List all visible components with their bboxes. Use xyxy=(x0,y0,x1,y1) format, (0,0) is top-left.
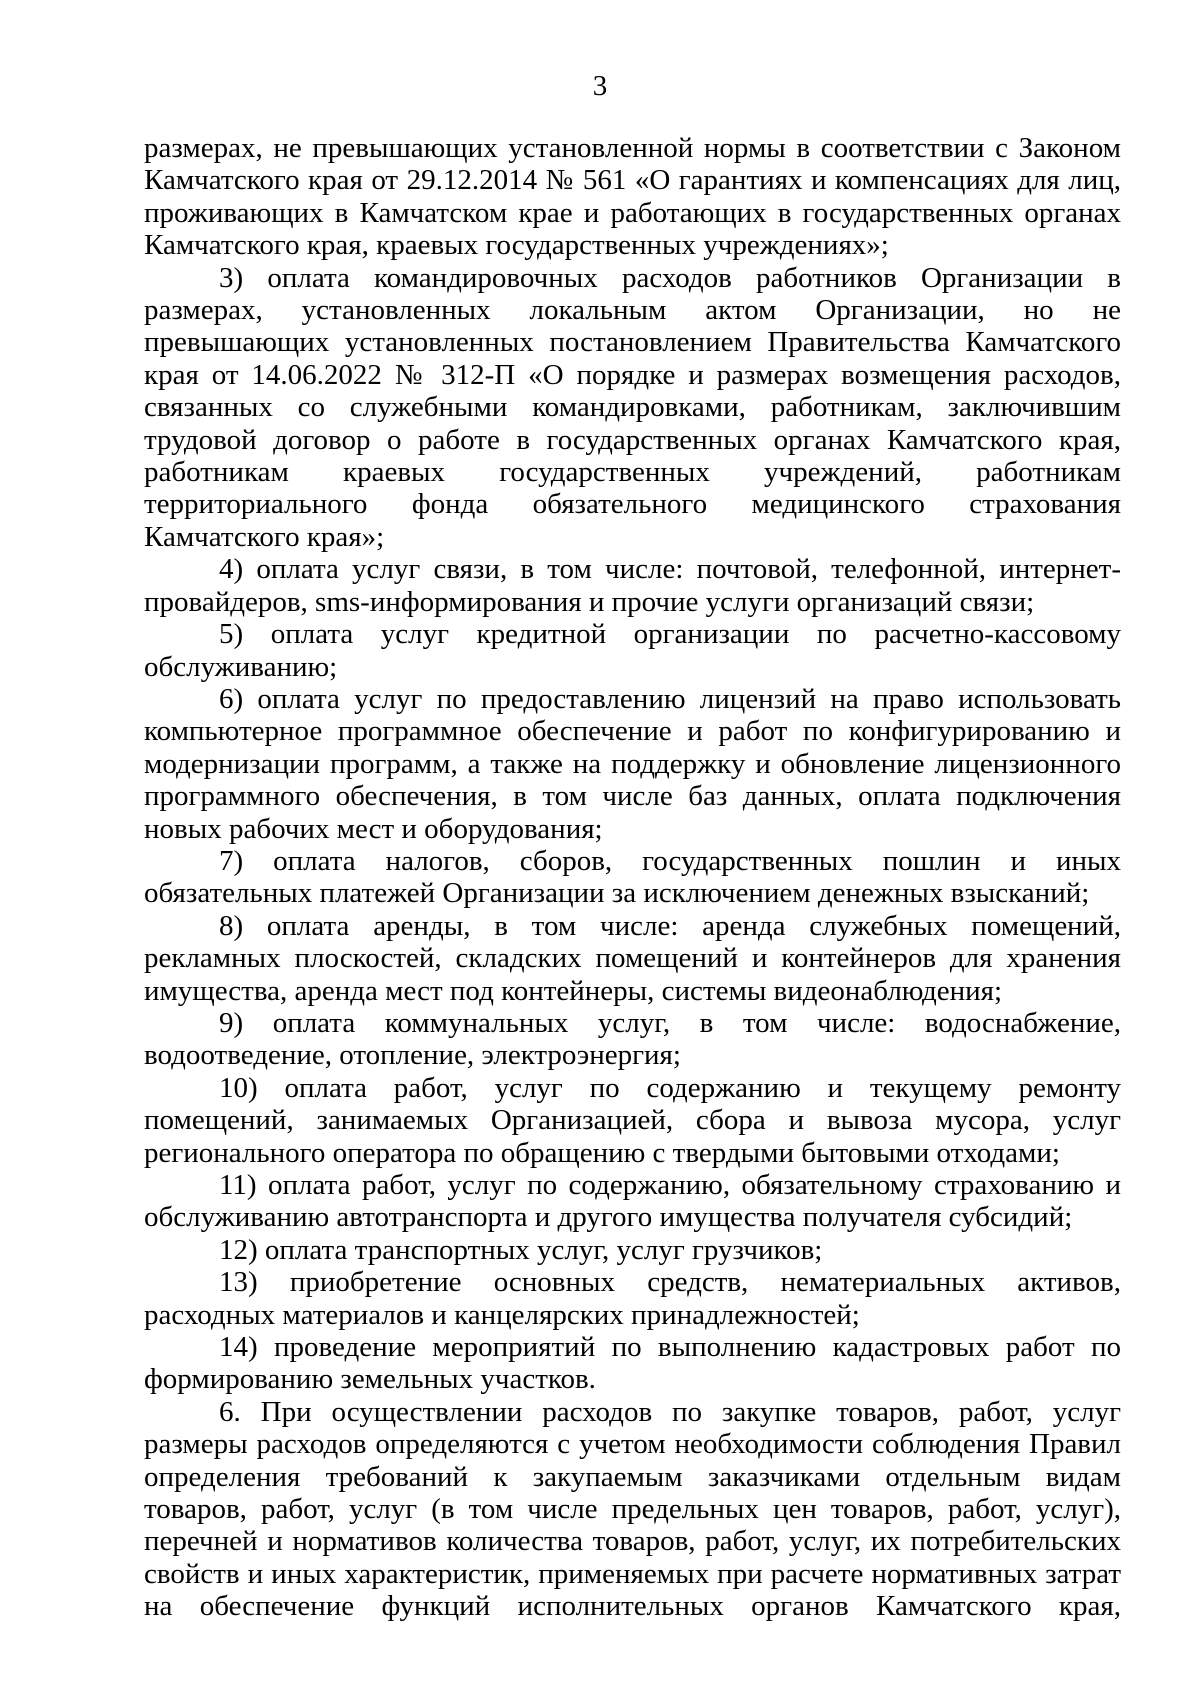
paragraph: 13) приобретение основных средств, нематериальных активов, расходных материалов и канцелярских принадлежностей; xyxy=(144,1266,1121,1331)
paragraph: 5) оплата услуг кредитной организации по расчетно-кассовому обслуживанию; xyxy=(144,618,1121,683)
paragraph: 3) оплата командировочных расходов работников Организации в размерах, установленных локальным актом Организации, но не превышающих установленных постановлением Правительства Камчатского края от 14.06.2022 № 312-П «О порядке и размерах возмещения расходов, связанных со служебными командировками, работникам, заключившим трудовой договор о работе в государственных органах Камчатского края, работникам краевых государственных учреждений, работникам территориального фонда обязательного медицинского страхования Камчатского края»; xyxy=(144,261,1121,553)
paragraph: 4) оплата услуг связи, в том числе: почтовой, телефонной, интернет-провайдеров, sms-информирования и прочие услуги организаций связи; xyxy=(144,553,1121,618)
paragraph: 6. При осуществлении расходов по закупке товаров, работ, услуг размеры расходов определяются с учетом необходимости соблюдения Правил определения требований к закупаемым заказчиками отдельным видам товаров, работ, услуг (в том числе предельных цен товаров, работ, услуг), перечней и нормативов количества товаров, работ, услуг, их потребительских свойств и иных характеристик, применяемых при расчете нормативных затрат на обеспечение функций исполнительных органов Камчатского края, xyxy=(144,1395,1121,1623)
page-number: 3 xyxy=(592,70,608,102)
document-body xyxy=(144,132,1121,1623)
paragraph: 9) оплата коммунальных услуг, в том числе: водоснабжение, водоотведение, отопление, электроэнергия; xyxy=(144,1006,1121,1072)
paragraph: 14) проведение мероприятий по выполнению кадастровых работ по формированию земельных участков. xyxy=(144,1331,1121,1396)
paragraph: размерах, не превышающих установленной нормы в соответствии с Законом Камчатского края от 29.12.2014 № 561 «О гарантиях и компенсациях для лиц, проживающих в Камчатском крае и работающих в государственных органах Камчатского края, краевых государственных учреждениях»; xyxy=(144,132,1121,262)
paragraph: 12) оплата транспортных услуг, услуг грузчиков; xyxy=(219,1233,823,1266)
paragraph: 7) оплата налогов, сборов, государственных пошлин и иных обязательных платежей Организации за исключением денежных взысканий; xyxy=(144,844,1121,910)
paragraph: 11) оплата работ, услуг по содержанию, обязательному страхованию и обслуживанию автотранспорта и другого имущества получателя субсидий; xyxy=(144,1169,1121,1234)
paragraph: 8) оплата аренды, в том числе: аренда служебных помещений, рекламных плоскостей, складских помещений и контейнеров для хранения имущества, аренда мест под контейнеры, системы видеонаблюдения; xyxy=(144,909,1121,1007)
paragraph: 10) оплата работ, услуг по содержанию и текущему ремонту помещений, занимаемых Организацией, сбора и вывоза мусора, услуг регионального оператора по обращению с твердыми бытовыми отходами; xyxy=(144,1071,1121,1169)
paragraph: 6) оплата услуг по предоставлению лицензий на право использовать компьютерное программное обеспечение и работ по конфигурированию и модернизации программ, а также на поддержку и обновление лицензионного программного обеспечения, в том числе баз данных, оплата подключения новых рабочих мест и оборудования; xyxy=(144,682,1121,845)
